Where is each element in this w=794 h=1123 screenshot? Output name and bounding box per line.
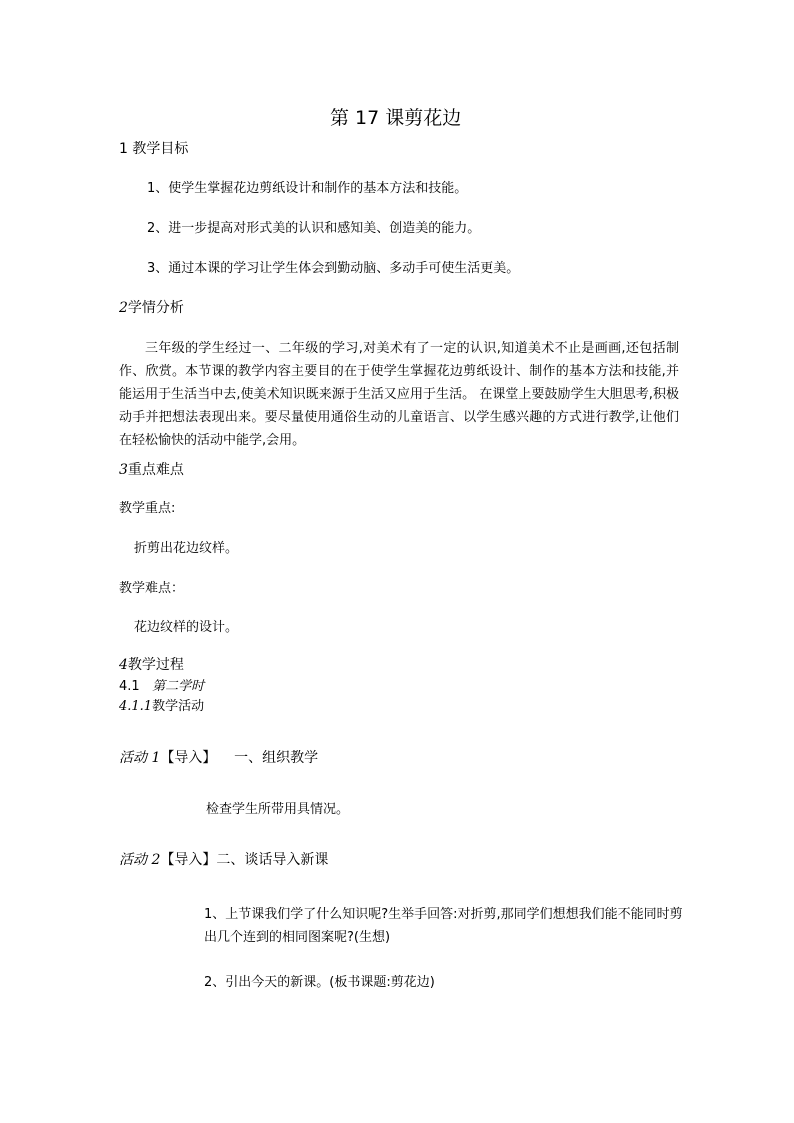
- section-2-number: 2: [119, 300, 128, 316]
- section-1-title: 教学目标: [132, 141, 189, 157]
- activity-1-tag: 【导入】: [160, 750, 217, 766]
- objective-item-1: 1、使学生掌握花边剪纸设计和制作的基本方法和技能。: [147, 181, 468, 196]
- section-3-number: 3: [119, 462, 128, 478]
- activity-2-item-2: 2、引出今天的新课。(板书课题:剪花边): [204, 975, 435, 990]
- page-title: 第 17 课剪花边: [330, 107, 462, 129]
- section-2-title: 学情分析: [127, 300, 184, 316]
- activity-2-label: 活动 2: [119, 852, 161, 868]
- section-3-title: 重点难点: [127, 462, 184, 478]
- objective-item-2: 2、进一步提高对形式美的认识和感知美、创造美的能力。: [147, 221, 481, 236]
- subsection-4-1-1-title: 教学活动: [152, 699, 205, 714]
- key-point-label: 教学重点:: [119, 501, 176, 516]
- subsection-4-1-title: 第二学时: [152, 679, 205, 694]
- section-1-number: 1: [119, 141, 128, 157]
- section-3-heading: [119, 461, 184, 479]
- activity-1-title: 一、组织教学: [234, 750, 319, 766]
- activity-2-item-1: 1、上节课我们学了什么知识呢?生举手回答:对折剪,那同学们想想我们能不能同时剪出几个连到的相同图案呢?(生想): [204, 907, 683, 945]
- analysis-paragraph: 三年级的学生经过一、二年级的学习,对美术有了一定的认识,知道美术不止是画画,还包括制作、欣赏。本节课的教学内容主要目的在于使学生掌握花边剪纸设计、制作的基本方法和技能,并能运用于生活当中去,使美术知识既来源于生活又应用于生活。 在课堂上要鼓励学生大胆思考,积极动手并把想法表现出来。要尽量使用通俗生动的儿童语言、以学生感兴趣的方式进行教学,让他们在轻松愉快的活动中能学,会用。: [119, 341, 679, 448]
- activity-1-label: 活动 1: [119, 750, 161, 766]
- subsection-4-1-1: [119, 698, 204, 716]
- activity-1-text: 检查学生所带用具情况。: [206, 802, 350, 817]
- activity-2-tag: 【导入】: [160, 852, 217, 868]
- section-4-number: 4: [119, 657, 128, 673]
- subsection-4-1-1-number: 4.1.1: [119, 699, 153, 714]
- section-2-heading: [119, 299, 184, 317]
- difficulty-label: 教学难点：: [119, 581, 185, 596]
- activity-2-title: 二、谈话导入新课: [216, 852, 329, 868]
- objective-item-3: 3、通过本课的学习让学生体会到勤动脑、多动手可使生活更美。: [147, 261, 520, 276]
- subsection-4-1-number: 4.1: [119, 679, 140, 694]
- activity-1-heading: [119, 749, 318, 767]
- section-1-heading: [119, 140, 188, 158]
- activity-2-heading: [119, 851, 328, 869]
- subsection-4-1: [119, 678, 204, 696]
- section-4-heading: [119, 656, 184, 674]
- difficulty-text: 花边纹样的设计。: [134, 620, 239, 635]
- key-point-text: 折剪出花边纹样。: [134, 541, 239, 556]
- section-4-title: 教学过程: [127, 657, 184, 673]
